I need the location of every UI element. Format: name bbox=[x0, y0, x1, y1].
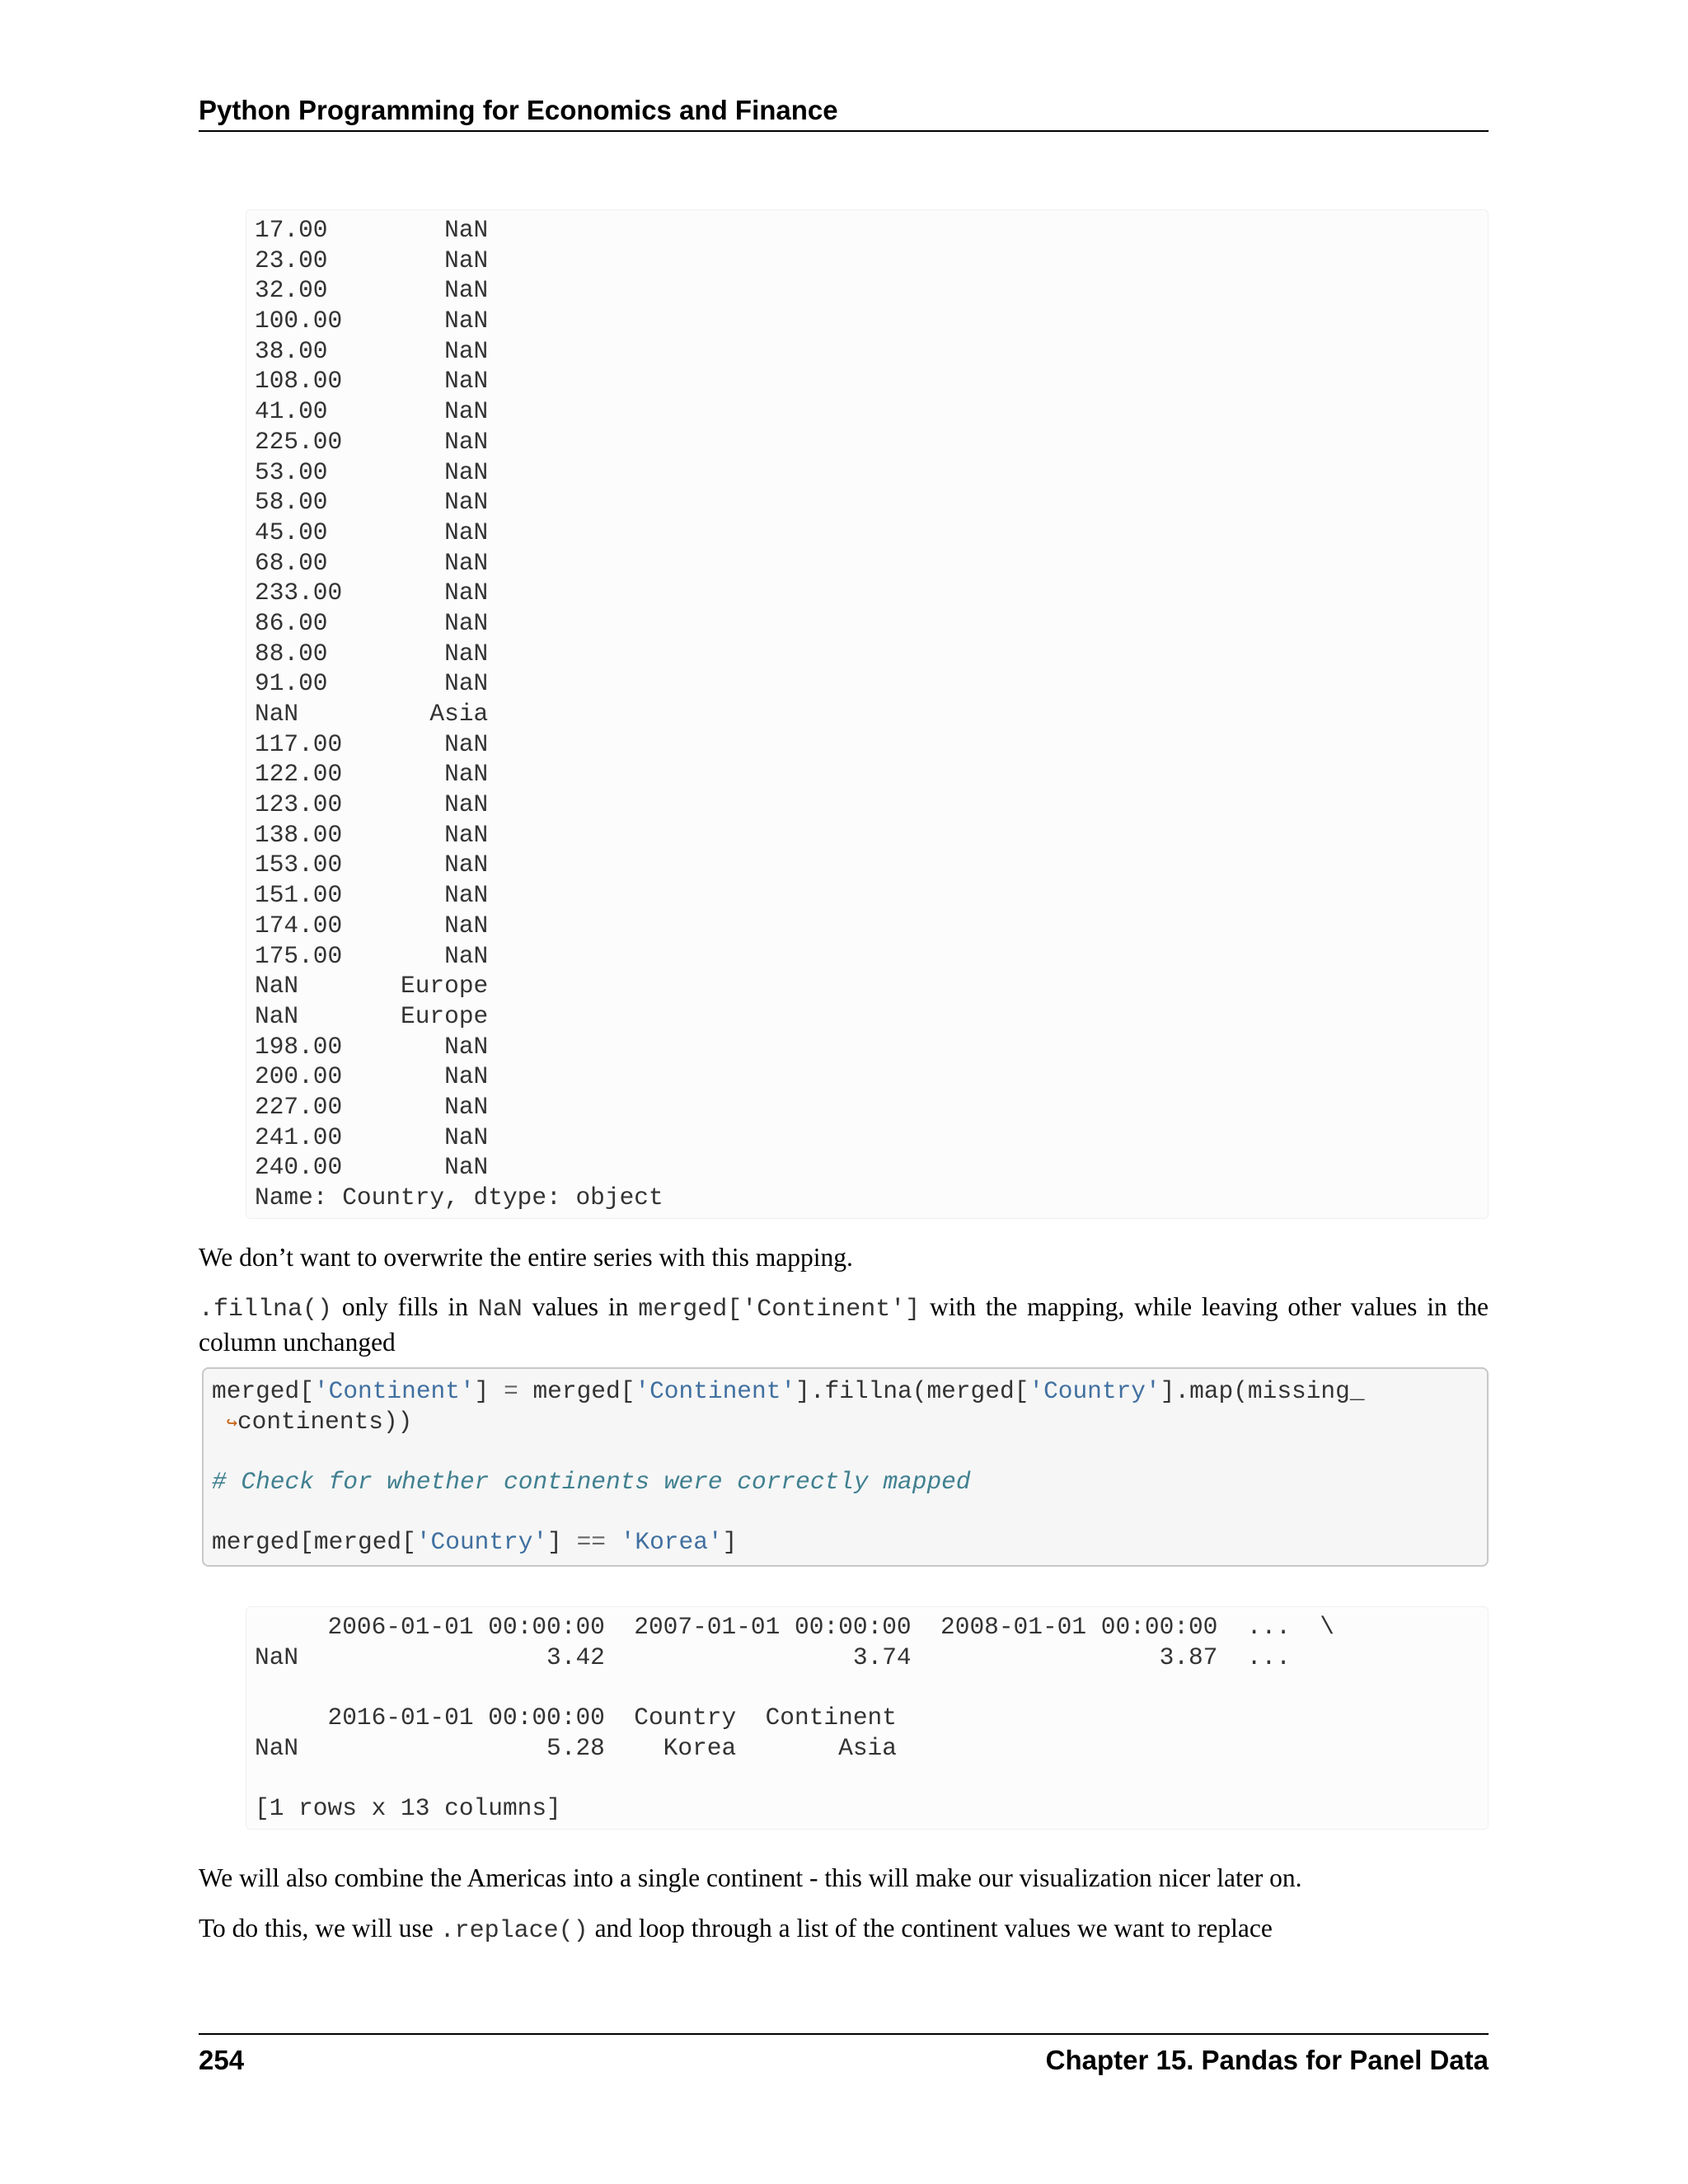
series-row: 53.00 NaN bbox=[255, 457, 489, 486]
inline-code-merged-continent: merged['Continent'] bbox=[638, 1296, 921, 1324]
code-token bbox=[606, 1528, 621, 1556]
series-row: 32.00 NaN bbox=[255, 276, 489, 305]
series-row: 123.00 NaN bbox=[255, 790, 489, 819]
series-row: NaN Asia bbox=[255, 700, 489, 728]
line-continuation-icon: ↪ bbox=[226, 1413, 237, 1434]
chapter-title: Chapter 15. Pandas for Panel Data bbox=[1045, 2045, 1489, 2075]
series-output-footer: Name: Country, dtype: object bbox=[255, 1183, 663, 1212]
series-row: 174.00 NaN bbox=[255, 911, 489, 940]
code-line-blank bbox=[212, 1436, 1479, 1467]
series-row: NaN Europe bbox=[255, 1001, 489, 1030]
code-string: 'Country' bbox=[415, 1528, 548, 1557]
series-row: 68.00 NaN bbox=[255, 548, 489, 577]
series-row: 17.00 NaN bbox=[255, 216, 489, 244]
series-row: 117.00 NaN bbox=[255, 729, 489, 758]
dataframe-output-block bbox=[246, 1606, 1489, 1830]
dataframe-line bbox=[255, 1763, 1479, 1793]
series-row: 198.00 NaN bbox=[255, 1032, 489, 1061]
series-row: 41.00 NaN bbox=[255, 397, 489, 426]
code-operator: = bbox=[504, 1377, 518, 1405]
inline-code-fillna: .fillna() bbox=[199, 1296, 333, 1324]
series-row: 225.00 NaN bbox=[255, 427, 489, 456]
code-string: 'Continent' bbox=[313, 1377, 475, 1405]
code-token: ] bbox=[722, 1528, 738, 1557]
dataframe-line: 2016-01-01 00:00:00 Country Continent bbox=[255, 1704, 897, 1732]
paragraph-text: and loop through a list of the continent values we want to replace bbox=[588, 1914, 1273, 1943]
series-row: 88.00 NaN bbox=[255, 639, 489, 668]
series-row: 108.00 NaN bbox=[255, 367, 489, 396]
paragraph-fillna bbox=[199, 1291, 1489, 1359]
series-row: 122.00 NaN bbox=[255, 760, 489, 789]
dataframe-line bbox=[255, 1672, 1479, 1703]
paragraph-text: values in bbox=[522, 1292, 639, 1321]
series-row: 200.00 NaN bbox=[255, 1062, 489, 1091]
code-string: 'Country' bbox=[1029, 1377, 1160, 1405]
code-line-2 bbox=[212, 1407, 1479, 1437]
series-row: 138.00 NaN bbox=[255, 820, 489, 849]
series-output-rows bbox=[255, 215, 1479, 1183]
series-row: 91.00 NaN bbox=[255, 669, 489, 698]
code-string: 'Continent' bbox=[635, 1377, 796, 1405]
series-row: 100.00 NaN bbox=[255, 307, 489, 335]
code-token: ] bbox=[547, 1528, 577, 1557]
series-row: 233.00 NaN bbox=[255, 579, 489, 607]
series-output-block bbox=[246, 209, 1489, 1219]
paragraph-text: To do this, we will use bbox=[199, 1914, 440, 1943]
series-row: 227.00 NaN bbox=[255, 1092, 489, 1121]
paragraph-text: with the mapping, while leaving other values in the column unchanged bbox=[199, 1292, 1489, 1357]
series-row: 86.00 NaN bbox=[255, 608, 489, 637]
code-token: ].map(missing_ bbox=[1160, 1377, 1365, 1405]
code-cell bbox=[202, 1367, 1489, 1567]
code-comment: # Check for whether continents were correctly mapped bbox=[212, 1468, 971, 1497]
dataframe-line: [1 rows x 13 columns] bbox=[255, 1794, 561, 1823]
series-row: 175.00 NaN bbox=[255, 941, 489, 970]
code-operator: == bbox=[576, 1528, 606, 1557]
paragraph-text: only fills in bbox=[332, 1292, 478, 1321]
code-line-5 bbox=[212, 1527, 1479, 1558]
series-row: 58.00 NaN bbox=[255, 488, 489, 517]
series-row: 153.00 NaN bbox=[255, 851, 489, 879]
code-token: continents)) bbox=[237, 1407, 413, 1436]
series-row: 241.00 NaN bbox=[255, 1122, 489, 1151]
inline-code-nan: NaN bbox=[477, 1296, 523, 1324]
code-token: ] bbox=[474, 1377, 504, 1405]
code-line-1 bbox=[212, 1376, 1479, 1407]
series-row: 240.00 NaN bbox=[255, 1153, 489, 1182]
dataframe-line: 2006-01-01 00:00:00 2007-01-01 00:00:00 2008-01-01 00:00:00 ... \ bbox=[255, 1613, 1335, 1641]
running-header: Python Programming for Economics and Finance bbox=[199, 92, 1489, 132]
page-footer bbox=[199, 2033, 1489, 2076]
code-token: merged[merged[ bbox=[212, 1528, 416, 1557]
series-row: 38.00 NaN bbox=[255, 336, 489, 365]
code-token: merged[ bbox=[212, 1377, 314, 1405]
dataframe-line: NaN 3.42 3.74 3.87 ... bbox=[255, 1643, 1291, 1671]
series-row: 151.00 NaN bbox=[255, 881, 489, 910]
page-number: 254 bbox=[199, 2045, 245, 2075]
paragraph-overwrite: We don’t want to overwrite the entire series with this mapping. bbox=[199, 1243, 853, 1272]
code-line-blank bbox=[212, 1497, 1479, 1528]
dataframe-line: NaN 5.28 Korea Asia bbox=[255, 1733, 897, 1762]
paragraph-americas: We will also combine the Americas into a single continent - this will make our visualization nicer later on. bbox=[199, 1863, 1302, 1892]
inline-code-replace: .replace() bbox=[439, 1917, 588, 1945]
dataframe-output-lines bbox=[255, 1612, 1479, 1824]
series-row: 45.00 NaN bbox=[255, 518, 489, 546]
paragraph-replace bbox=[199, 1912, 1489, 1947]
series-row: 23.00 NaN bbox=[255, 246, 489, 274]
series-row: NaN Europe bbox=[255, 972, 489, 1001]
code-token: ].fillna(merged[ bbox=[795, 1377, 1029, 1405]
code-string: 'Korea' bbox=[620, 1528, 723, 1557]
code-token: merged[ bbox=[518, 1377, 635, 1405]
